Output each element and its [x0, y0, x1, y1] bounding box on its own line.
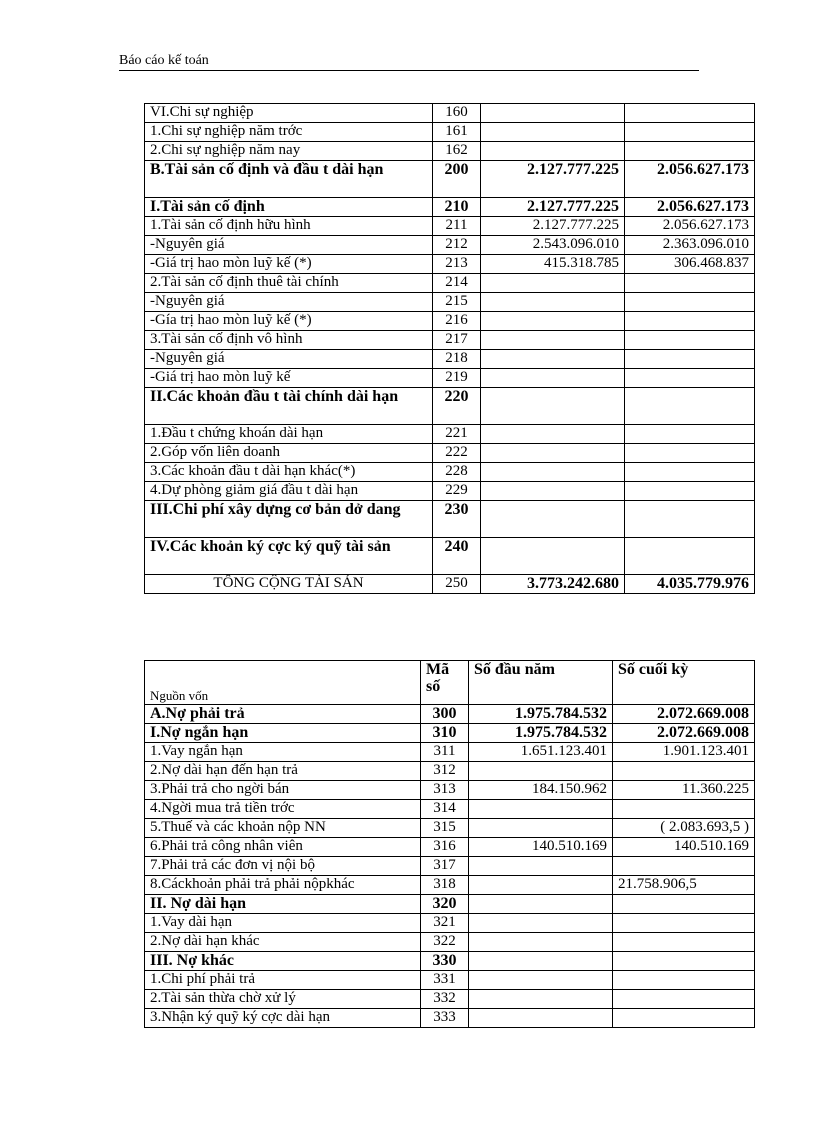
row-label: B.Tài sản cố định và đầu t dài hạn	[145, 161, 433, 198]
row-label: 2.Nợ dài hạn đến hạn trả	[145, 762, 421, 781]
column-header-source: Nguồn vốn	[145, 661, 421, 705]
table-row	[145, 838, 755, 857]
table-row	[145, 819, 755, 838]
row-label: I.Tài sản cố định	[145, 198, 433, 217]
row-end-value	[625, 538, 755, 575]
table-row	[145, 501, 755, 538]
assets-table-body	[145, 104, 755, 594]
liabilities-header-row	[145, 661, 755, 705]
row-end-value	[625, 312, 755, 331]
row-end-value	[613, 933, 755, 952]
row-start-value	[481, 369, 625, 388]
row-start-value	[481, 482, 625, 501]
row-start-value	[469, 914, 613, 933]
row-end-value	[625, 350, 755, 369]
row-end-value: 2.056.627.173	[625, 161, 755, 198]
row-label: -Nguyên giá	[145, 350, 433, 369]
row-end-value	[613, 971, 755, 990]
row-end-value	[625, 444, 755, 463]
row-label: I.Nợ ngắn hạn	[145, 724, 421, 743]
table-row	[145, 876, 755, 895]
table-row	[145, 463, 755, 482]
row-code: 230	[433, 501, 481, 538]
table-row	[145, 236, 755, 255]
row-start-value: 2.127.777.225	[481, 217, 625, 236]
row-code: 311	[421, 743, 469, 762]
row-code: 330	[421, 952, 469, 971]
row-end-value	[613, 895, 755, 914]
row-code: 215	[433, 293, 481, 312]
row-start-value	[469, 971, 613, 990]
table-row	[145, 781, 755, 800]
total-start-value: 3.773.242.680	[481, 575, 625, 594]
row-end-value: 1.901.123.401	[613, 743, 755, 762]
row-end-value	[625, 501, 755, 538]
row-label: 2.Tài sản thừa chờ xử lý	[145, 990, 421, 1009]
row-code: 216	[433, 312, 481, 331]
row-label: -Giá trị hao mòn luỹ kế (*)	[145, 255, 433, 274]
row-start-value	[481, 142, 625, 161]
row-start-value	[481, 501, 625, 538]
table-row	[145, 274, 755, 293]
row-start-value	[469, 857, 613, 876]
row-start-value	[469, 819, 613, 838]
row-label: 3.Nhận ký quỹ ký cợc dài hạn	[145, 1009, 421, 1028]
table-row	[145, 971, 755, 990]
table-row	[145, 217, 755, 236]
table-row	[145, 743, 755, 762]
row-start-value	[469, 990, 613, 1009]
row-start-value	[481, 388, 625, 425]
row-label: 1.Vay dài hạn	[145, 914, 421, 933]
row-end-value	[625, 463, 755, 482]
row-end-value	[625, 142, 755, 161]
row-label: 3.Tài sản cố định vô hình	[145, 331, 433, 350]
row-label: 3.Phải trả cho ngời bán	[145, 781, 421, 800]
row-end-value	[625, 123, 755, 142]
column-header-start: Số đầu năm	[469, 661, 613, 705]
row-start-value	[481, 104, 625, 123]
row-label: 1.Vay ngắn hạn	[145, 743, 421, 762]
row-start-value	[481, 463, 625, 482]
row-label: -Giá trị hao mòn luỹ kế	[145, 369, 433, 388]
table-row	[145, 161, 755, 198]
row-code: 161	[433, 123, 481, 142]
row-end-value: 2.363.096.010	[625, 236, 755, 255]
row-start-value	[469, 1009, 613, 1028]
row-code: 333	[421, 1009, 469, 1028]
row-label: -Nguyên giá	[145, 293, 433, 312]
row-code: 211	[433, 217, 481, 236]
table-row	[145, 538, 755, 575]
row-start-value	[481, 331, 625, 350]
row-code: 222	[433, 444, 481, 463]
row-end-value	[625, 388, 755, 425]
row-start-value	[481, 312, 625, 331]
report-header	[119, 52, 699, 71]
row-code: 240	[433, 538, 481, 575]
row-end-value: 2.072.669.008	[613, 705, 755, 724]
row-start-value	[469, 876, 613, 895]
row-end-value: 140.510.169	[613, 838, 755, 857]
row-label: 8.Cáckhoản phải trả phải nộpkhác	[145, 876, 421, 895]
row-label: IV.Các khoản ký cợc ký quỹ tài sản	[145, 538, 433, 575]
row-end-value: 2.056.627.173	[625, 198, 755, 217]
table-row	[145, 331, 755, 350]
row-end-value: 11.360.225	[613, 781, 755, 800]
column-header-end: Số cuối kỳ	[613, 661, 755, 705]
table-row	[145, 762, 755, 781]
row-label: -Gía trị hao mòn luỹ kế (*)	[145, 312, 433, 331]
table-row	[145, 1009, 755, 1028]
row-label: III. Nợ khác	[145, 952, 421, 971]
row-code: 315	[421, 819, 469, 838]
row-start-value	[469, 895, 613, 914]
row-code: 228	[433, 463, 481, 482]
row-start-value: 1.975.784.532	[469, 705, 613, 724]
liabilities-table	[144, 660, 755, 1028]
row-start-value	[481, 350, 625, 369]
row-code: 210	[433, 198, 481, 217]
row-label: VI.Chi sự nghiệp	[145, 104, 433, 123]
table-row	[145, 914, 755, 933]
row-label: II.Các khoản đầu t tài chính dài hạn	[145, 388, 433, 425]
row-end-value	[613, 952, 755, 971]
row-code: 221	[433, 425, 481, 444]
row-label: 2.Nợ dài hạn khác	[145, 933, 421, 952]
row-label: 4.Ngời mua trả tiền trớc	[145, 800, 421, 819]
table-row	[145, 388, 755, 425]
row-code: 162	[433, 142, 481, 161]
row-label: A.Nợ phải trả	[145, 705, 421, 724]
row-end-value	[613, 990, 755, 1009]
row-start-value	[481, 274, 625, 293]
row-start-value: 184.150.962	[469, 781, 613, 800]
row-start-value	[481, 538, 625, 575]
table-row	[145, 293, 755, 312]
assets-table	[144, 103, 755, 594]
column-header-code: Mã số	[421, 661, 469, 705]
table-row	[145, 425, 755, 444]
table-row	[145, 482, 755, 501]
row-end-value	[613, 857, 755, 876]
row-label: II. Nợ dài hạn	[145, 895, 421, 914]
table-row	[145, 800, 755, 819]
table-row	[145, 724, 755, 743]
row-end-value: 2.072.669.008	[613, 724, 755, 743]
row-code: 320	[421, 895, 469, 914]
total-end-value: 4.035.779.976	[625, 575, 755, 594]
row-label: 7.Phải trả các đơn vị nội bộ	[145, 857, 421, 876]
table-row	[145, 142, 755, 161]
row-code: 214	[433, 274, 481, 293]
row-code: 217	[433, 331, 481, 350]
row-code: 213	[433, 255, 481, 274]
row-start-value: 415.318.785	[481, 255, 625, 274]
row-label: 1.Đầu t chứng khoán dài hạn	[145, 425, 433, 444]
row-code: 321	[421, 914, 469, 933]
row-start-value	[469, 952, 613, 971]
total-code: 250	[433, 575, 481, 594]
row-start-value	[481, 425, 625, 444]
table-row	[145, 705, 755, 724]
table-row	[145, 350, 755, 369]
row-code: 219	[433, 369, 481, 388]
row-label: 2.Tài sản cố định thuê tài chính	[145, 274, 433, 293]
table-row	[145, 198, 755, 217]
row-end-value: ( 2.083.693,5 )	[613, 819, 755, 838]
row-start-value: 2.543.096.010	[481, 236, 625, 255]
row-end-value: 21.758.906,5	[613, 876, 755, 895]
row-code: 212	[433, 236, 481, 255]
row-code: 229	[433, 482, 481, 501]
row-start-value	[469, 762, 613, 781]
row-label: 3.Các khoản đầu t dài hạn khác(*)	[145, 463, 433, 482]
row-label: III.Chi phí xây dựng cơ bản dở dang	[145, 501, 433, 538]
row-end-value	[613, 1009, 755, 1028]
row-code: 160	[433, 104, 481, 123]
row-label: 1.Chi sự nghiệp năm trớc	[145, 123, 433, 142]
total-row	[145, 575, 755, 594]
table-row	[145, 990, 755, 1009]
row-end-value: 306.468.837	[625, 255, 755, 274]
table-row	[145, 952, 755, 971]
row-code: 331	[421, 971, 469, 990]
row-label: -Nguyên giá	[145, 236, 433, 255]
row-start-value: 1.975.784.532	[469, 724, 613, 743]
row-code: 332	[421, 990, 469, 1009]
row-code: 322	[421, 933, 469, 952]
row-label: 4.Dự phòng giảm giá đầu t dài hạn	[145, 482, 433, 501]
row-code: 317	[421, 857, 469, 876]
row-end-value: 2.056.627.173	[625, 217, 755, 236]
row-end-value	[613, 914, 755, 933]
row-code: 218	[433, 350, 481, 369]
row-start-value: 2.127.777.225	[481, 161, 625, 198]
row-end-value	[613, 800, 755, 819]
row-label: 1.Tài sản cố định hữu hình	[145, 217, 433, 236]
row-end-value	[625, 104, 755, 123]
row-end-value	[625, 293, 755, 312]
row-end-value	[613, 762, 755, 781]
row-start-value	[481, 293, 625, 312]
row-end-value	[625, 369, 755, 388]
row-start-value	[469, 800, 613, 819]
row-code: 316	[421, 838, 469, 857]
row-end-value	[625, 482, 755, 501]
table-row	[145, 857, 755, 876]
row-code: 220	[433, 388, 481, 425]
row-code: 310	[421, 724, 469, 743]
row-start-value: 2.127.777.225	[481, 198, 625, 217]
row-code: 314	[421, 800, 469, 819]
row-start-value: 1.651.123.401	[469, 743, 613, 762]
row-end-value	[625, 425, 755, 444]
table-row	[145, 104, 755, 123]
row-label: 2.Chi sự nghiệp năm nay	[145, 142, 433, 161]
row-start-value	[481, 123, 625, 142]
total-label: TỔNG CỘNG TÀI SẢN	[145, 575, 433, 594]
report-header-title: Báo cáo kế toán	[119, 53, 209, 68]
row-code: 312	[421, 762, 469, 781]
row-label: 6.Phải trả công nhân viên	[145, 838, 421, 857]
table-row	[145, 255, 755, 274]
table-row	[145, 369, 755, 388]
row-start-value	[481, 444, 625, 463]
table-row	[145, 895, 755, 914]
row-label: 2.Góp vốn liên doanh	[145, 444, 433, 463]
table-row	[145, 444, 755, 463]
row-label: 5.Thuế và các khoản nộp NN	[145, 819, 421, 838]
liabilities-table-body	[145, 661, 755, 1028]
row-code: 300	[421, 705, 469, 724]
row-code: 318	[421, 876, 469, 895]
row-code: 200	[433, 161, 481, 198]
table-row	[145, 933, 755, 952]
row-label: 1.Chi phí phải trả	[145, 971, 421, 990]
row-start-value	[469, 933, 613, 952]
row-end-value	[625, 331, 755, 350]
table-row	[145, 123, 755, 142]
row-code: 313	[421, 781, 469, 800]
table-row	[145, 312, 755, 331]
row-end-value	[625, 274, 755, 293]
row-start-value: 140.510.169	[469, 838, 613, 857]
